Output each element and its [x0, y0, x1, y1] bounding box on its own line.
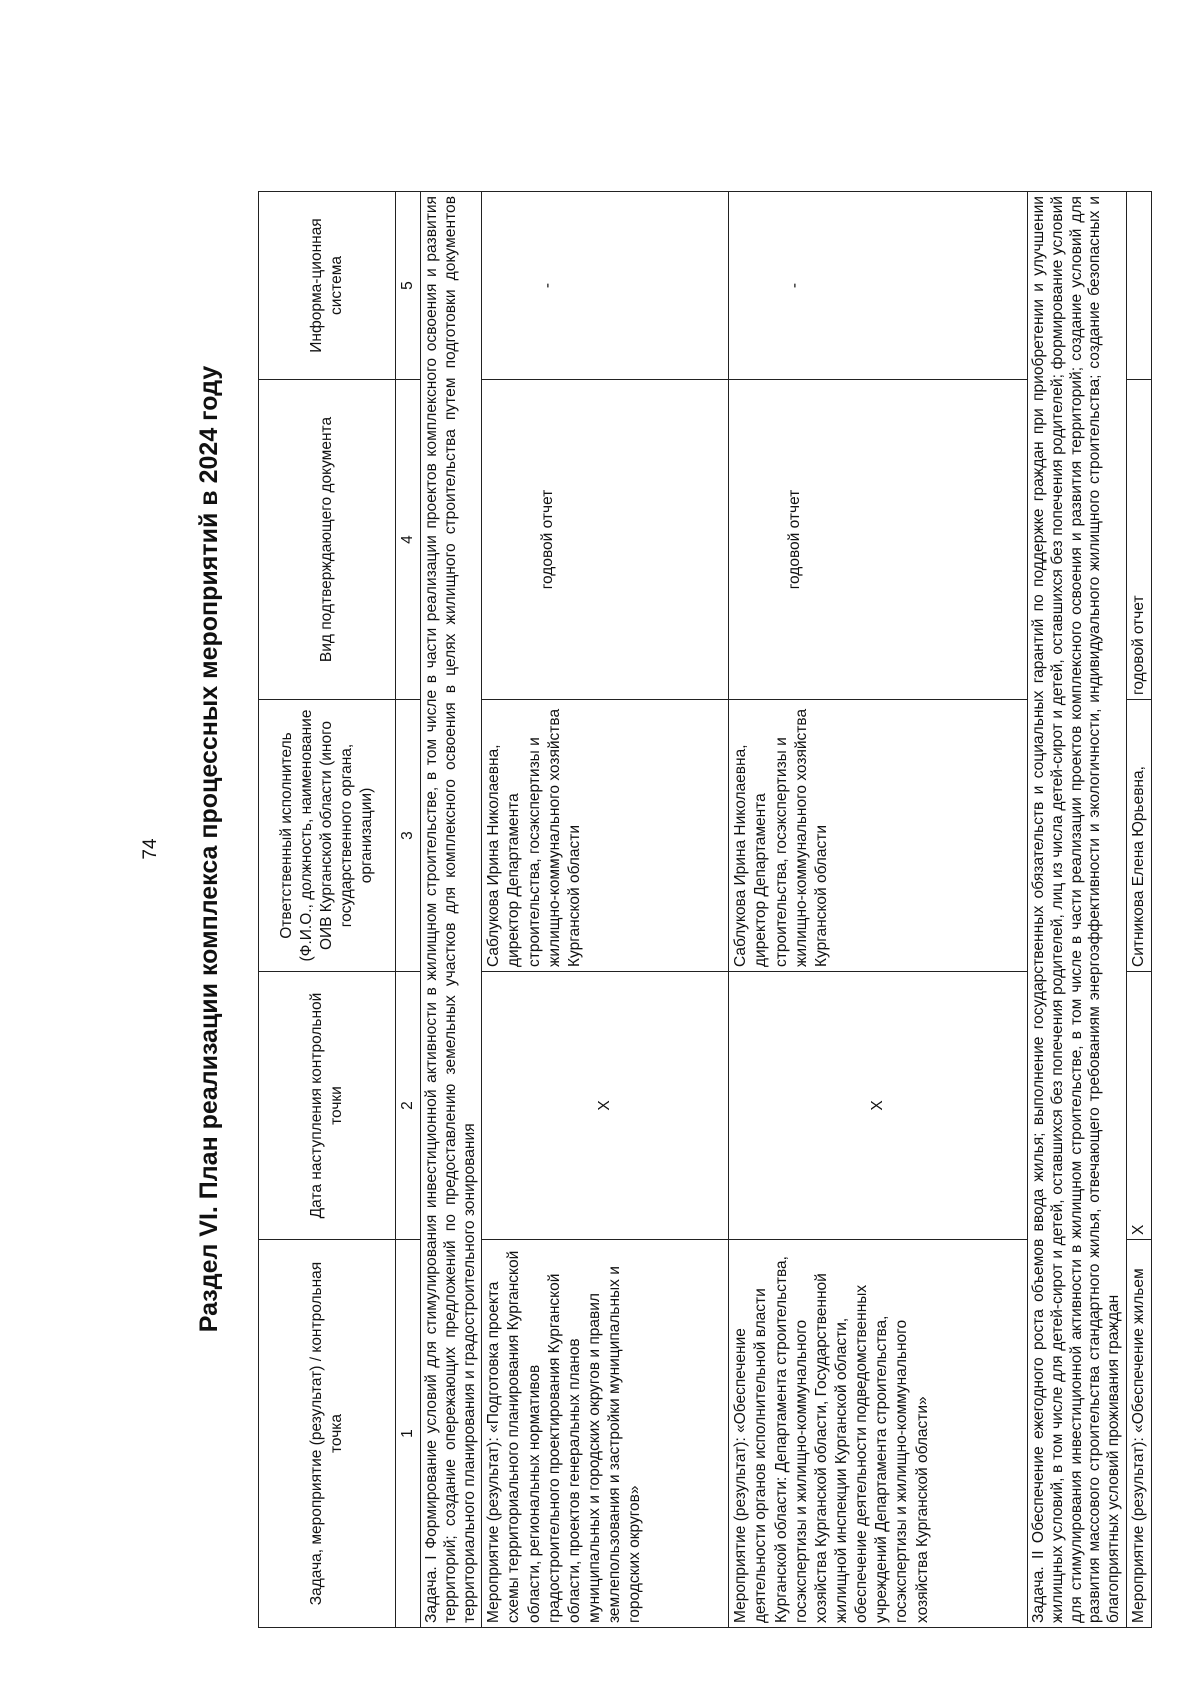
activity-document: годовой отчет — [482, 380, 729, 700]
activity-date: Х — [729, 972, 1028, 1240]
header-document: Вид подтверждающего документа — [259, 380, 396, 700]
plan-table — [258, 191, 1152, 1628]
activity-document: годовой отчет — [1126, 380, 1151, 700]
header-executor: Ответственный исполнитель (Ф.И.О., должность, наименование ОИВ Курганской области (иного государственного органа, организации) — [259, 700, 396, 972]
activity-executor: Саблукова Ирина Николаевна, директор Департамента строительства, госэкспертизы и жилищно-коммунального хозяйства Курганской области — [729, 700, 1028, 972]
activity-document: годовой отчет — [729, 380, 1028, 700]
activity-system: - — [729, 192, 1028, 380]
column-number: 1 — [396, 1240, 421, 1628]
task-1-text: Задача. I Формирование условий для стимулирования инвестиционной активности в жилищном строительстве, в том числе в части реализации проектов комплексного освоения и развития территорий; создание опережающих предложений по предоставлению земельных участков для комплексного освоения в целях жилищного строительства путем подготовки документов территориального планирования и градостроительного зонирования — [421, 192, 482, 1628]
activity-name: Мероприятие (результат): «Обеспечение жильем — [1126, 1240, 1151, 1628]
activity-date: Х — [482, 972, 729, 1240]
task-row — [421, 192, 482, 1628]
header-row — [259, 192, 396, 1628]
column-number: 2 — [396, 972, 421, 1240]
table-row — [729, 192, 1028, 1628]
activity-system: - — [482, 192, 729, 380]
task-row — [1028, 192, 1127, 1628]
column-number: 5 — [396, 192, 421, 380]
activity-system — [1126, 192, 1151, 380]
header-task: Задача, мероприятие (результат) / контрольная точка — [259, 1240, 396, 1628]
activity-date: Х — [1126, 972, 1151, 1240]
table-row — [1126, 192, 1151, 1628]
header-system: Информа-ционная система — [259, 192, 396, 380]
page-title: Раздел VI. План реализации комплекса процессных мероприятий в 2024 году — [195, 365, 223, 1333]
task-2-text: Задача. II Обеспечение ежегодного роста объемов ввода жилья; выполнение государственных обязательств и социальных гарантий по поддержке граждан при приобретении и улучшении жилищных условий, в том числе для детей-сирот и детей, оставшихся без попечения родителей, лиц из числа детей-сирот и детей, оставшихся без попечения родителей; формирование условий для стимулирования инвестиционной активности в жилищном строительстве, в том числе в части реализации проектов комплексного освоения и развития территорий; создание условий для развития массового строительства стандартного жилья, отвечающего требованиям энергоэффективности и экологичности, индивидуального жилищного строительства; создание безопасных и благоприятных условий проживания граждан — [1028, 192, 1127, 1628]
table-row — [482, 192, 729, 1628]
header-date: Дата наступления контрольной точки — [259, 972, 396, 1240]
column-number: 3 — [396, 700, 421, 972]
column-number: 4 — [396, 380, 421, 700]
activity-executor: Ситникова Елена Юрьевна, — [1126, 700, 1151, 972]
page-number: 74 — [140, 838, 161, 860]
column-number-row — [396, 192, 421, 1628]
activity-name: Мероприятие (результат): «Обеспечение деятельности органов исполнительной власти Курганской области: Департамента строительства, госэкспертизы и жилищно-коммунального хозяйства Курганской области, Государственной жилищной инспекции Курганской области, обеспечение деятельности подведомственных учреждений Департамента строительства, госэкспертизы и жилищно-коммунального хозяйства Курганской области» — [729, 1240, 1028, 1628]
activity-name: Мероприятие (результат): «Подготовка проекта схемы территориального планирования Курганской области, региональных нормативов градостроительного проектирования Курганской области, проектов генеральных планов муниципальных и городских округов и правил землепользования и застройки муниципальных и городских округов» — [482, 1240, 729, 1628]
activity-executor: Саблукова Ирина Николаевна, директор Департамента строительства, госэкспертизы и жилищно-коммунального хозяйства Курганской области — [482, 700, 729, 972]
